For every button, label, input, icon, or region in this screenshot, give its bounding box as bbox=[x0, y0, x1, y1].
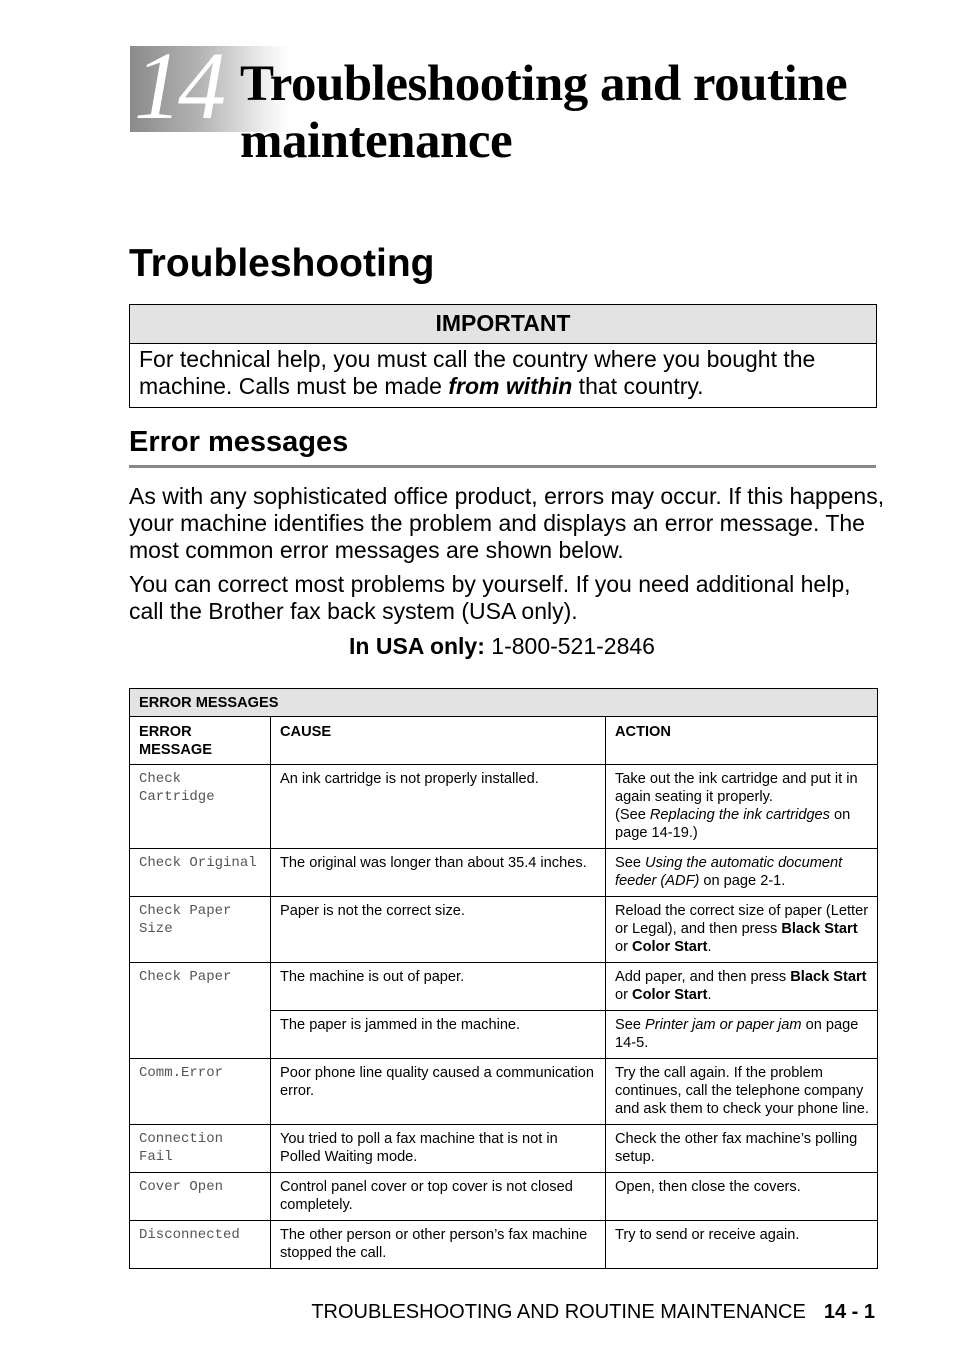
cause-cell: The original was longer than about 35.4 inches. bbox=[271, 849, 606, 897]
key-name: Color Start bbox=[632, 939, 708, 955]
error-message-cell: Cover Open bbox=[130, 1173, 271, 1221]
action-cell bbox=[606, 1011, 878, 1059]
table-row bbox=[130, 1173, 878, 1221]
table-title-row bbox=[130, 689, 878, 717]
key-name: Color Start bbox=[632, 987, 708, 1003]
chapter-number: 14 bbox=[134, 32, 222, 139]
error-message-cell: Comm.Error bbox=[130, 1059, 271, 1125]
usa-contact bbox=[0, 632, 954, 660]
key-name: Black Start bbox=[781, 921, 858, 937]
important-text bbox=[130, 344, 876, 407]
error-message-cell: Check Paper bbox=[130, 963, 271, 1059]
page-number: 14 - 1 bbox=[823, 1301, 875, 1323]
action-text: on page 14-5. bbox=[615, 1017, 859, 1051]
key-name: Black Start bbox=[790, 969, 867, 985]
table-row bbox=[130, 1221, 878, 1269]
important-heading: IMPORTANT bbox=[130, 305, 876, 344]
cause-cell: The machine is out of paper. bbox=[271, 963, 606, 1011]
error-message-cell: Connection Fail bbox=[130, 1125, 271, 1173]
action-cell bbox=[606, 897, 878, 963]
action-cell: Try to send or receive again. bbox=[606, 1221, 878, 1269]
action-text: . bbox=[707, 939, 712, 955]
table-row bbox=[130, 1125, 878, 1173]
action-text: on page 2-1. bbox=[699, 873, 786, 889]
cause-cell: Control panel cover or top cover is not closed completely. bbox=[271, 1173, 606, 1221]
col-header-error-message: ERROR MESSAGE bbox=[130, 717, 271, 765]
action-text: See bbox=[615, 1017, 646, 1033]
chapter-header bbox=[130, 32, 910, 174]
cause-cell: Poor phone line quality caused a communication error. bbox=[271, 1059, 606, 1125]
cause-cell: An ink cartridge is not properly installed. bbox=[271, 765, 606, 849]
important-notice bbox=[129, 304, 877, 408]
action-text: (See bbox=[615, 807, 650, 823]
table-row bbox=[130, 1059, 878, 1125]
action-cell: Open, then close the covers. bbox=[606, 1173, 878, 1221]
col-header-action: ACTION bbox=[606, 717, 878, 765]
cause-cell: The other person or other person’s fax machine stopped the call. bbox=[271, 1221, 606, 1269]
action-text: or bbox=[615, 987, 633, 1003]
important-text-after: that country. bbox=[572, 373, 704, 399]
action-text: or bbox=[615, 939, 633, 955]
error-message-cell: Check Paper Size bbox=[130, 897, 271, 963]
action-text: See bbox=[615, 855, 646, 871]
usa-label: In USA only: bbox=[349, 633, 485, 659]
action-text: on page 14-19.) bbox=[615, 807, 851, 841]
section-title: Troubleshooting bbox=[129, 242, 435, 285]
error-message-cell: Check Cartridge bbox=[130, 765, 271, 849]
page-footer bbox=[311, 1300, 875, 1324]
error-message-cell: Disconnected bbox=[130, 1221, 271, 1269]
cause-cell: You tried to poll a fax machine that is not in Polled Waiting mode. bbox=[271, 1125, 606, 1173]
error-message-cell: Check Original bbox=[130, 849, 271, 897]
cross-reference: Replacing the ink cartridges bbox=[649, 807, 830, 823]
action-text: Add paper, and then press bbox=[615, 969, 791, 985]
subsection-title: Error messages bbox=[129, 424, 876, 468]
action-cell: Check the other fax machine’s polling setup. bbox=[606, 1125, 878, 1173]
table-header-row bbox=[130, 717, 878, 765]
intro-paragraph: As with any sophisticated office product, errors may occur. If this happens, your machine identifies the problem and displays an error message. The most common error messages are shown below. bbox=[129, 483, 885, 563]
chapter-title-line1: Troubleshooting and routine bbox=[240, 56, 848, 112]
table-row bbox=[130, 849, 878, 897]
table-row bbox=[130, 963, 878, 1011]
action-cell bbox=[606, 849, 878, 897]
important-emphasis: from within bbox=[448, 373, 573, 399]
cause-cell: Paper is not the correct size. bbox=[271, 897, 606, 963]
error-messages-table bbox=[129, 688, 878, 1269]
col-header-cause: CAUSE bbox=[271, 717, 606, 765]
action-text: Reload the correct size of paper (Letter or Legal), and then press bbox=[615, 903, 869, 937]
table-row bbox=[130, 897, 878, 963]
action-text: Take out the ink cartridge and put it in again seating it properly. bbox=[615, 771, 858, 805]
action-cell bbox=[606, 963, 878, 1011]
table-title: ERROR MESSAGES bbox=[130, 689, 878, 717]
important-text-before: For technical help, you must call the country where you bought the machine. Calls must be made bbox=[139, 346, 816, 399]
action-cell bbox=[606, 765, 878, 849]
usa-phone: 1-800-521-2846 bbox=[491, 633, 655, 659]
cross-reference: Using the automatic document feeder (ADF) bbox=[615, 855, 843, 889]
action-cell: Try the call again. If the problem continues, call the telephone company and ask them to check your phone line. bbox=[606, 1059, 878, 1125]
table-row bbox=[130, 765, 878, 849]
chapter-title bbox=[240, 56, 880, 170]
help-paragraph: You can correct most problems by yourself. If you need additional help, call the Brother fax back system (USA only). bbox=[129, 571, 851, 624]
cause-cell: The paper is jammed in the machine. bbox=[271, 1011, 606, 1059]
cross-reference: Printer jam or paper jam bbox=[645, 1017, 802, 1033]
chapter-title-line2: maintenance bbox=[240, 113, 513, 169]
action-text: . bbox=[707, 987, 712, 1003]
footer-chapter-title: TROUBLESHOOTING AND ROUTINE MAINTENANCE bbox=[311, 1301, 806, 1323]
